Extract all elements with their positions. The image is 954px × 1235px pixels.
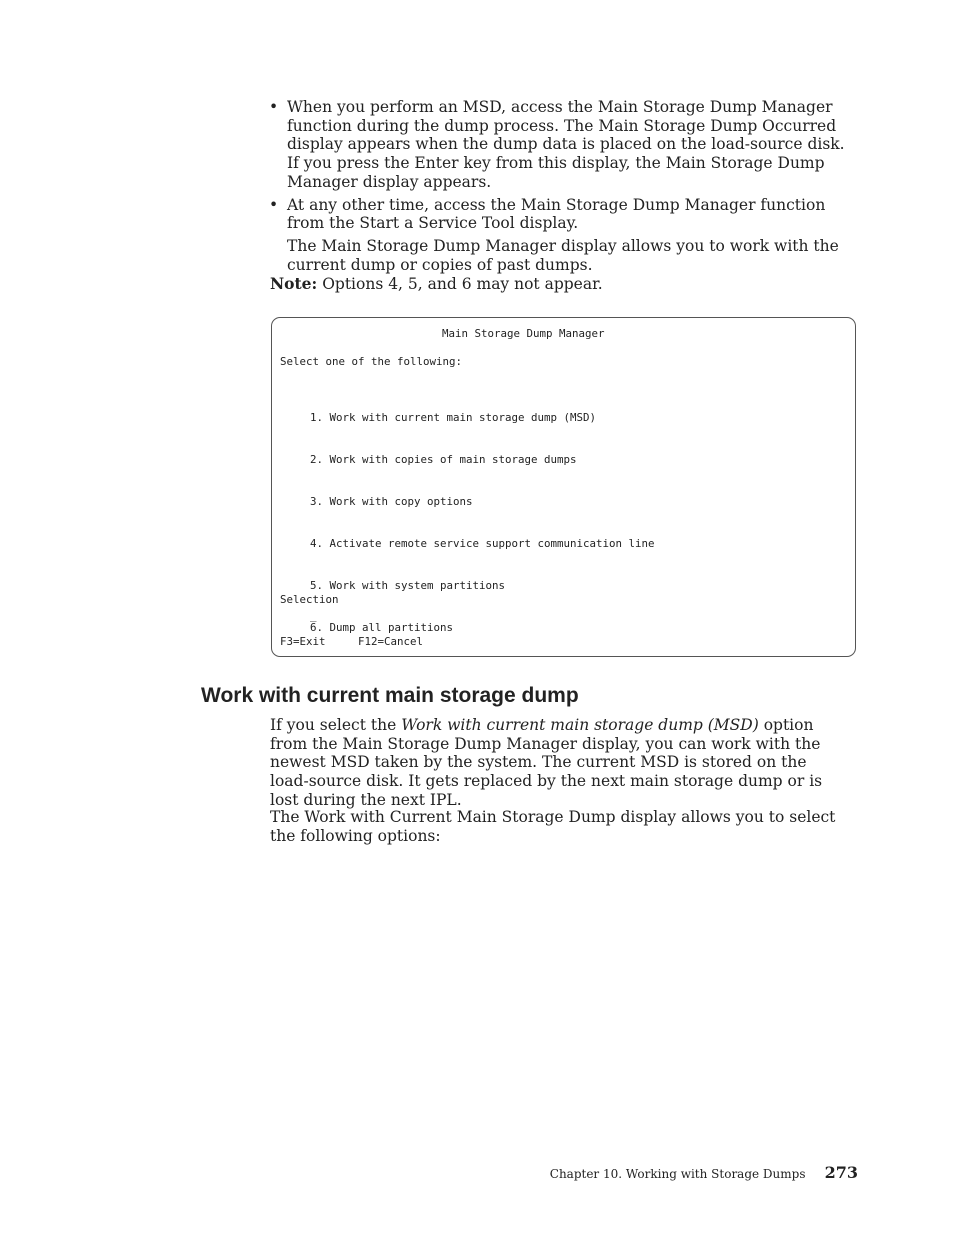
section-paragraph: [270, 716, 850, 810]
section-paragraph: The Work with Current Main Storage Dump display allows you to select the following options:: [270, 808, 836, 845]
section-heading: Work with current main storage dump: [201, 684, 579, 707]
terminal-screen: [271, 317, 856, 657]
note-text: Options 4, 5, and 6 may not appear.: [322, 275, 603, 293]
f3-exit-key[interactable]: F3=Exit: [280, 635, 326, 648]
menu-option[interactable]: 6. Dump all partitions: [310, 621, 454, 634]
menu-options: [310, 383, 655, 663]
menu-option[interactable]: 2. Work with copies of main storage dumps: [310, 453, 577, 466]
selection-label: Selection: [280, 593, 339, 606]
page-number: 273: [824, 1163, 858, 1182]
bullet-item: [269, 196, 854, 275]
selection-input[interactable]: _: [310, 609, 317, 622]
bullet-list: [269, 98, 854, 278]
bullet-text: When you perform an MSD, access the Main Storage Dump Manager function during the dump process. The Main Storage Dump Occurred display appears when the dump data is placed on the load-source disk. If you press the Enter key from this display, the Main Storage Dump Manager display appears.: [287, 98, 845, 191]
note: [270, 275, 603, 294]
paragraph-text: If you select the: [270, 716, 402, 734]
bullet-text: At any other time, access the Main Storage Dump Manager function from the Start a Service Tool display.: [287, 195, 826, 233]
function-keys: [280, 635, 423, 649]
menu-option[interactable]: 3. Work with copy options: [310, 495, 473, 508]
f12-cancel-key[interactable]: F12=Cancel: [358, 635, 424, 648]
bullet-dot: •: [269, 98, 279, 116]
paragraph-text: option from the Main Storage Dump Manager display, you can work with the newest MSD taken by the system. The current MSD is stored on the load-source disk. It gets replaced by the next main storage dump or is lost during the next IPL.: [270, 716, 823, 809]
menu-option[interactable]: 5. Work with system partitions: [310, 579, 506, 592]
menu-option[interactable]: 4. Activate remote service support communication line: [310, 537, 655, 550]
option-name-italic: Work with current main storage dump (MSD): [401, 716, 759, 734]
screen-title: Main Storage Dump Manager: [442, 327, 605, 340]
chapter-title: Chapter 10. Working with Storage Dumps: [549, 1167, 806, 1181]
menu-option[interactable]: 1. Work with current main storage dump (MSD): [310, 411, 597, 424]
screen-prompt: Select one of the following:: [280, 355, 463, 368]
bullet-item: [269, 98, 854, 192]
note-label: Note:: [270, 274, 318, 293]
page-footer: [550, 1163, 858, 1182]
bullet-subtext: The Main Storage Dump Manager display allows you to work with the current dump or copies of past dumps.: [287, 236, 839, 274]
bullet-dot: •: [269, 195, 279, 214]
